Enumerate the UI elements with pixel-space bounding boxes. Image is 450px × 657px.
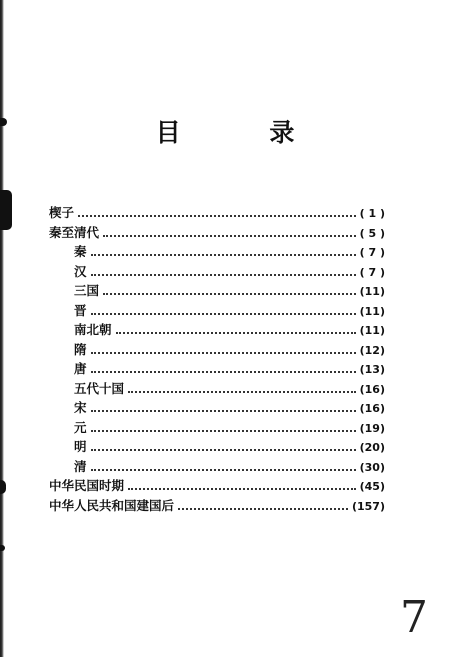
scan-artifact	[0, 480, 6, 494]
toc-entry-page: (16)	[359, 402, 385, 415]
toc-entry[interactable]	[49, 223, 385, 243]
toc-subentry[interactable]	[49, 262, 385, 282]
toc-entry-title: 秦	[74, 244, 87, 259]
leader-dots	[78, 215, 356, 217]
handwritten-page-number: 7	[400, 592, 428, 643]
leader-dots	[91, 274, 356, 276]
scan-edge	[0, 0, 4, 657]
leader-dots	[91, 254, 356, 256]
toc-entry-title: 南北朝	[74, 322, 112, 337]
toc-entry-title: 元	[74, 419, 87, 435]
toc-entry-title: 中华民国时期	[49, 478, 125, 493]
leader-dots	[128, 488, 356, 490]
toc-entry-page: (12)	[359, 343, 385, 357]
toc-entry[interactable]	[49, 203, 385, 223]
toc-entry-title: 清	[74, 458, 87, 474]
toc-subentry[interactable]	[49, 418, 385, 438]
toc-subentry[interactable]	[49, 379, 385, 399]
toc-entry-title: 汉	[74, 263, 87, 279]
toc-entry-page: (30)	[359, 460, 385, 474]
toc-subentry[interactable]	[49, 457, 385, 477]
leader-dots	[91, 313, 356, 315]
scan-artifact	[0, 190, 12, 230]
toc-entry-title: 三国	[74, 283, 100, 298]
toc-subentry[interactable]	[49, 437, 385, 457]
toc-entry-page: (20)	[359, 441, 385, 454]
leader-dots	[91, 352, 356, 354]
toc-entry-title: 宋	[74, 400, 87, 415]
toc-entry-title: 中华人民共和国建国后	[49, 497, 175, 513]
toc-subentry[interactable]	[49, 301, 385, 321]
leader-dots	[116, 332, 356, 334]
toc-entry-page: ( 5 )	[359, 226, 385, 240]
toc-entry-page: (45)	[359, 480, 385, 493]
toc-subentry[interactable]	[49, 281, 385, 301]
toc-entry-title: 唐	[74, 361, 87, 376]
toc-entry-page: (19)	[359, 421, 385, 435]
leader-dots	[178, 508, 348, 510]
leader-dots	[103, 235, 356, 237]
toc-entry-page: (11)	[359, 304, 385, 318]
toc-entry-page: (16)	[359, 382, 385, 396]
toc-entry[interactable]	[49, 496, 385, 516]
toc-entry-page: (11)	[359, 285, 385, 298]
toc-subentry[interactable]	[49, 340, 385, 360]
scan-artifact	[0, 545, 5, 551]
table-of-contents	[49, 203, 385, 515]
toc-entry-page: (11)	[359, 324, 385, 337]
page-title: 目 录	[155, 118, 335, 147]
toc-entry-title: 秦至清代	[49, 224, 100, 240]
leader-dots	[91, 469, 356, 471]
leader-dots	[91, 449, 356, 451]
toc-entry-title: 楔子	[49, 205, 75, 220]
leader-dots	[128, 391, 356, 393]
toc-entry-title: 隋	[74, 341, 87, 357]
toc-entry-title: 晋	[74, 302, 87, 318]
leader-dots	[91, 410, 356, 412]
toc-subentry[interactable]	[49, 398, 385, 418]
leader-dots	[91, 371, 356, 373]
toc-entry-page: ( 1 )	[359, 207, 385, 220]
toc-subentry[interactable]	[49, 320, 385, 340]
toc-entry-title: 明	[74, 439, 87, 454]
toc-entry-page: (13)	[359, 363, 385, 376]
toc-subentry[interactable]	[49, 242, 385, 262]
leader-dots	[91, 430, 356, 432]
toc-entry-title: 五代十国	[74, 380, 125, 396]
toc-entry[interactable]	[49, 476, 385, 496]
toc-entry-page: (157)	[351, 499, 385, 513]
toc-subentry[interactable]	[49, 359, 385, 379]
leader-dots	[103, 293, 356, 295]
toc-entry-page: ( 7 )	[359, 265, 385, 279]
toc-entry-page: ( 7 )	[359, 246, 385, 259]
